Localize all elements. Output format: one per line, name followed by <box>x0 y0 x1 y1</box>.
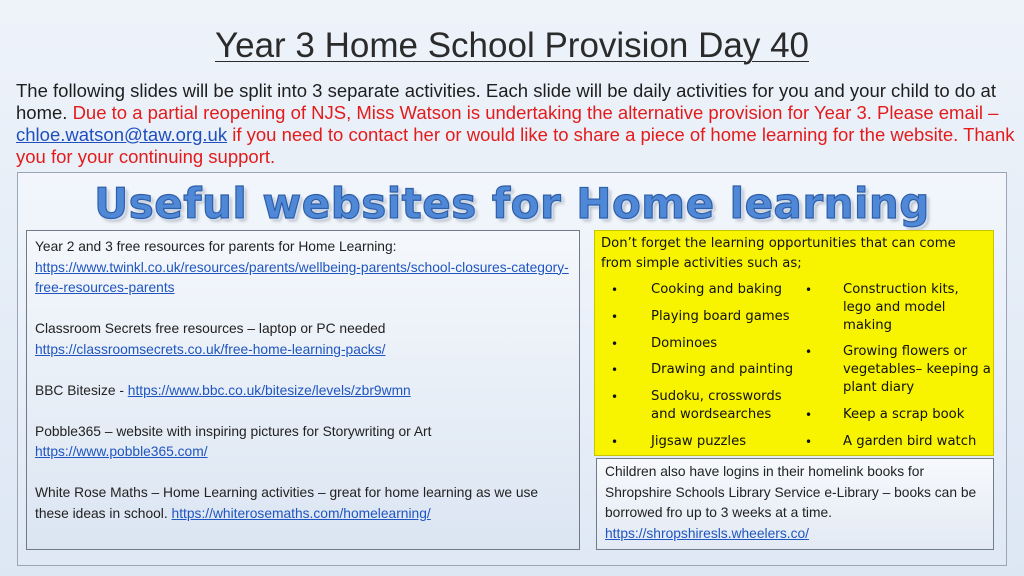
intro-text: The following slides will be split into 3 separate activities. Each slide will be daily activities for you and your child to do at home. <box>16 80 996 123</box>
activity-item: • Cooking and baking <box>611 282 783 297</box>
resource-pobble365-text: Pobble365 – website with inspiring pictures for Storywriting or Art <box>35 423 432 439</box>
intro-paragraph <box>16 80 1016 168</box>
intro-notice-text <box>16 102 1015 167</box>
email-link[interactable]: chloe.watson@taw.org.uk <box>16 124 228 145</box>
activity-item: • Sudoku, crosswords and wordsearches <box>611 389 782 422</box>
bullet-icon: • <box>805 345 813 359</box>
intro-notice-part1: Due to a partial reopening of NJS, Miss Watson is undertaking the alternative provision for Year 3. Please email – <box>72 102 999 123</box>
resource-bbc-bitesize <box>35 381 571 402</box>
bullet-icon: • <box>805 283 813 297</box>
bullet-icon: • <box>805 435 813 449</box>
useful-websites-heading: Useful websites for Home learning <box>94 179 930 228</box>
resource-bbc-bitesize-text: BBC Bitesize - <box>35 382 128 398</box>
intro-notice-part2: if you need to contact her or would like to share a piece of home learning for the website. Thank you for your continuing support. <box>16 124 1015 167</box>
classroom-secrets-link[interactable]: https://classroomsecrets.co.uk/free-home-learning-packs/ <box>35 341 386 357</box>
activity-item: • Growing flowers or vegetables– keeping a plant diary <box>805 344 991 395</box>
resource-twinkl-text: Year 2 and 3 free resources for parents for Home Learning: <box>35 239 397 254</box>
library-info-box <box>596 458 994 550</box>
activities-lead: Don’t forget the learning opportunities that can come from simple activities such as; <box>601 236 956 271</box>
bullet-icon: • <box>611 435 619 449</box>
library-info-text: Children also have logins in their homelink books for Shropshire Schools Library Service e-Library – books can be borrowed fro up to 3 weeks at a time. <box>605 464 977 520</box>
activity-item: • Jigsaw puzzles <box>611 434 747 449</box>
bullet-icon: • <box>611 337 619 351</box>
bullet-icon: • <box>611 283 619 297</box>
white-rose-link[interactable]: https://whiterosemaths.com/homelearning/ <box>171 505 431 521</box>
pobble365-link[interactable]: https://www.pobble365.com/ <box>35 444 208 459</box>
page-title-text: Year 3 Home School Provision Day 40 <box>214 26 810 65</box>
activity-item: • A garden bird watch <box>805 434 977 449</box>
bullet-icon: • <box>611 363 619 377</box>
activity-item: • Dominoes <box>611 336 718 351</box>
resource-twinkl <box>35 237 571 299</box>
activities-box <box>594 230 994 456</box>
activity-item: • Construction kits, lego and model making <box>805 282 959 333</box>
bullet-icon: • <box>611 390 619 404</box>
resource-pobble365 <box>35 422 571 463</box>
resource-classroom-secrets-text: Classroom Secrets free resources – laptop or PC needed <box>35 321 386 336</box>
library-link[interactable]: https://shropshiresls.wheelers.co/ <box>605 525 809 541</box>
bbc-bitesize-link[interactable]: https://www.bbc.co.uk/bitesize/levels/zbr9wmn <box>127 382 411 398</box>
resource-white-rose <box>35 483 571 524</box>
websites-list-box <box>26 230 580 550</box>
bullet-icon: • <box>611 310 619 324</box>
resource-white-rose-text: White Rose Maths – Home Learning activities – great for home learning as we use these ideas in school. <box>35 485 539 521</box>
activity-item: • Keep a scrap book <box>805 407 965 422</box>
resource-classroom-secrets <box>35 319 571 360</box>
twinkl-link[interactable]: https://www.twinkl.co.uk/resources/parents/wellbeing-parents/school-closures-category-free-resources-parents <box>35 259 569 295</box>
activity-item: • Playing board games <box>611 309 790 324</box>
bullet-icon: • <box>805 408 813 422</box>
activity-item: • Drawing and painting <box>611 362 794 377</box>
page-title <box>0 24 1024 68</box>
